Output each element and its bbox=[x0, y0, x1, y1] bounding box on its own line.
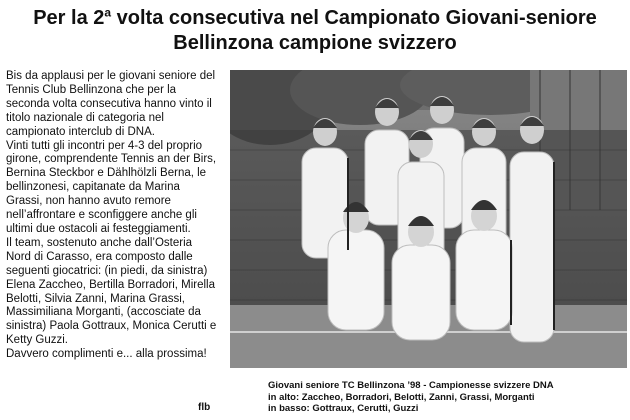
article-paragraph-3: Il team, sostenuto anche dall’Osteria Nord di Carasso, era composto dalle seguenti giocatrici: (in piedi, da sinistra) Elena Zaccheo, Bertilla Borradori, Mirella Belotti, Silvia Zanni, Marina Grassi, Massimiliana Morganti, (accosciate da sinistra) Paola Gottraux, Monica Cerutti e Ketty Guzzi. bbox=[6, 236, 217, 347]
team-photo bbox=[230, 70, 627, 368]
article-body bbox=[6, 70, 218, 362]
caption-line-2: in alto: Zaccheo, Borradori, Belotti, Zanni, Grassi, Morganti bbox=[268, 391, 535, 403]
team-photo-illustration bbox=[230, 70, 627, 368]
article-paragraph-4: Davvero complimenti e... alla prossima! bbox=[6, 348, 207, 361]
headline-line-2: Bellinzona campione svizzero bbox=[173, 32, 457, 54]
caption-line-3: in basso: Gottraux, Cerutti, Guzzi bbox=[268, 403, 419, 415]
article-paragraph-1: Bis da applausi per le giovani seniore del Tennis Club Bellinzona che per la seconda volta consecutiva hanno vinto il titolo nazionale di categoria nel campionato interclub di DNA. bbox=[6, 70, 216, 138]
photo-caption bbox=[268, 380, 620, 415]
superscript-a: a bbox=[104, 5, 112, 20]
headline bbox=[0, 6, 630, 56]
article-paragraph-2: Vinti tutti gli incontri per 4-3 del proprio girone, comprendente Tennis an der Birs, Bernina Steckbor e Dählhölzli Berna, le bellinzonesi, capitanate da Marina Grassi, non hanno avuto remore nell’affrontare e sconfiggere anche gli ultimi due ostacoli ai festeggiamenti. bbox=[6, 139, 217, 235]
author-signature: flb bbox=[198, 402, 211, 413]
caption-line-1: Giovani seniore TC Bellinzona ’98 - Campionesse svizzere DNA bbox=[268, 380, 554, 391]
headline-line-1: Per la 2$^a$ volta consecutiva nel Campionato Giovani-seniore bbox=[33, 5, 597, 29]
